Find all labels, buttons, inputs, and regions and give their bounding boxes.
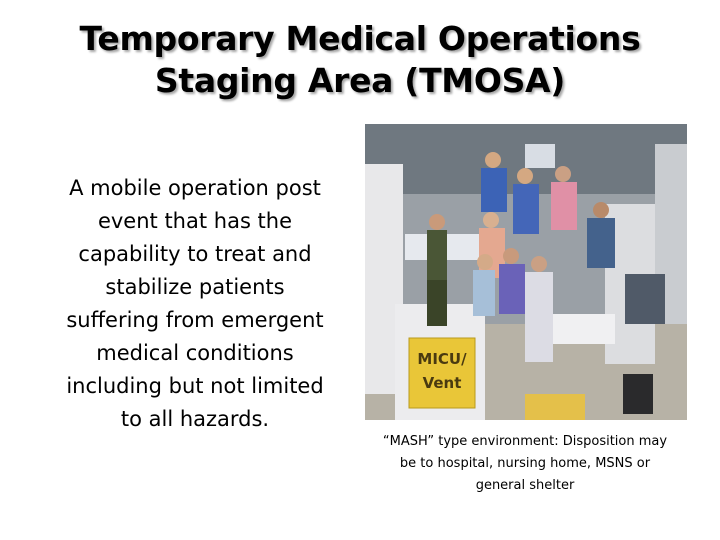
description-line: capability to treat and [78, 242, 312, 266]
trash-bin [623, 374, 653, 414]
sign-text-line1: MICU/ [417, 350, 467, 368]
caption-line: be to hospital, nursing home, MSNS or [399, 456, 651, 471]
description-line: A mobile operation post [69, 176, 321, 200]
description-line: medical conditions [96, 341, 294, 365]
description-line: event that has the [97, 209, 293, 233]
slide-title-line: Staging Area (TMOSA) [154, 61, 566, 100]
description-text [30, 172, 360, 436]
medical-staging-photo [365, 124, 687, 420]
caption-line: general shelter [475, 478, 575, 493]
photo-caption [355, 431, 695, 497]
slide-title [0, 18, 720, 102]
sign-text-line2: Vent [422, 374, 462, 392]
monitor [525, 144, 555, 168]
description-line: suffering from emergent [66, 308, 324, 332]
staff-figure [427, 214, 447, 326]
caption-line: “MASH” type environment: Disposition may [382, 434, 668, 449]
description-line: stabilize patients [105, 275, 285, 299]
equipment-cart [625, 274, 665, 324]
micu-sign [409, 338, 475, 408]
photo-illustration [365, 124, 687, 420]
stretcher [545, 314, 615, 344]
yellow-blanket [525, 394, 585, 420]
slide-title-line: Temporary Medical Operations [79, 19, 641, 58]
description-line: to all hazards. [120, 407, 270, 431]
description-line: including but not limited [66, 374, 324, 398]
